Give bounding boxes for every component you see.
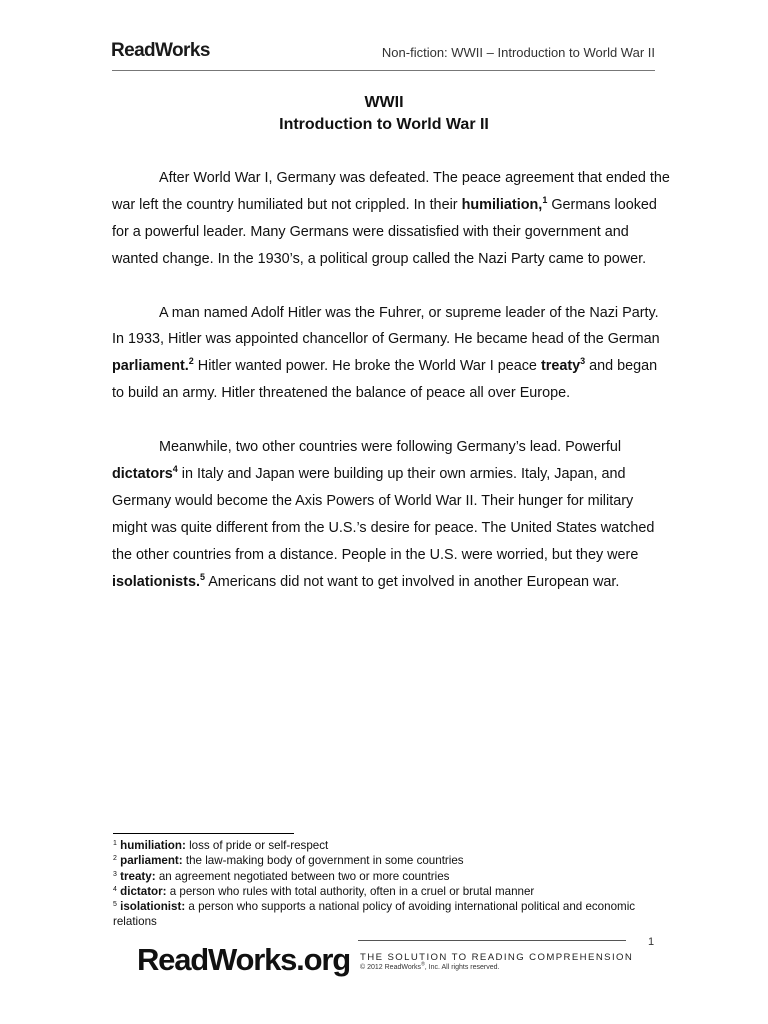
footer-copyright: © 2012 ReadWorks®, Inc. All rights reserved. bbox=[360, 961, 500, 971]
paragraph-1: After World War I, Germany was defeated. The peace agreement that ended the war left the country humiliated but not crippled. In their humiliation,$^1$ Germans looked for a powerful leader. Many Germans were dissatisfied with their government and wanted change. In the 1930’s, a political group called the Nazi Party came to power. bbox=[112, 170, 670, 267]
vocab-term-parliament: parliament. bbox=[112, 358, 189, 375]
footnotes bbox=[113, 838, 673, 930]
header-subtitle: Non-fiction: WWII – Introduction to World War II bbox=[381, 45, 655, 60]
paragraph-3: Meanwhile, two other countries were following Germany’s lead. Powerful dictators$^4$ in Italy and Japan were building up their own armies. Italy, Japan, and Germany would become the Axis Powers of World War II. Their hunger for military might was quite different from the U.S.’s desire for peace. The United States watched the other countries from a distance. People in the U.S. were worried, but they were isolationists.$^5$ Americans did not want to get involved in another European war. bbox=[112, 439, 655, 590]
footnote-5: $^5$ isolationist: a person who supports a national policy of avoiding international political and economic relations bbox=[113, 900, 636, 929]
footnote-ref-5: 5 bbox=[199, 571, 205, 582]
footnote-divider bbox=[113, 833, 294, 834]
footnote-ref-2: 2 bbox=[188, 356, 194, 367]
page-number: 1 bbox=[648, 936, 655, 948]
page-subtitle: Introduction to World War II bbox=[279, 116, 489, 133]
vocab-term-isolationists: isolationists. bbox=[112, 573, 200, 590]
footnote-ref-1: 1 bbox=[542, 194, 548, 205]
vocab-term-humiliation: humiliation, bbox=[461, 196, 543, 213]
header-divider bbox=[112, 70, 655, 71]
footer-divider bbox=[358, 940, 626, 941]
page-title: WWII bbox=[364, 94, 404, 111]
footnote-ref-4: 4 bbox=[172, 463, 178, 474]
vocab-term-dictators: dictators bbox=[112, 465, 173, 482]
footnote-4: $^4$ dictator: a person who rules with total authority, often in a cruel or brutal manner bbox=[113, 884, 535, 898]
footnote-1: $^1$ humiliation: loss of pride or self-respect bbox=[113, 839, 329, 852]
footnote-2: $^2$ parliament: the law-making body of government in some countries bbox=[113, 854, 464, 868]
header-logo: ReadWorks bbox=[111, 40, 210, 61]
vocab-term-treaty: treaty bbox=[540, 358, 581, 375]
footer-logo: ReadWorks.org bbox=[137, 942, 350, 977]
footnote-3: $^3$ treaty: an agreement negotiated between two or more countries bbox=[113, 869, 450, 883]
article-body bbox=[112, 165, 672, 622]
footer-tagline: THE SOLUTION TO READING COMPREHENSION bbox=[360, 952, 634, 963]
footnote-ref-3: 3 bbox=[580, 356, 586, 367]
paragraph-2: A man named Adolf Hitler was the Fuhrer, or supreme leader of the Nazi Party. In 1933, Hitler was appointed chancellor of Germany. He became head of the German parliament.$^2$ Hitler wanted power. He broke the World War I peace treaty$^3$ and began to build an army. Hitler threatened the balance of peace all over Europe. bbox=[112, 304, 660, 402]
